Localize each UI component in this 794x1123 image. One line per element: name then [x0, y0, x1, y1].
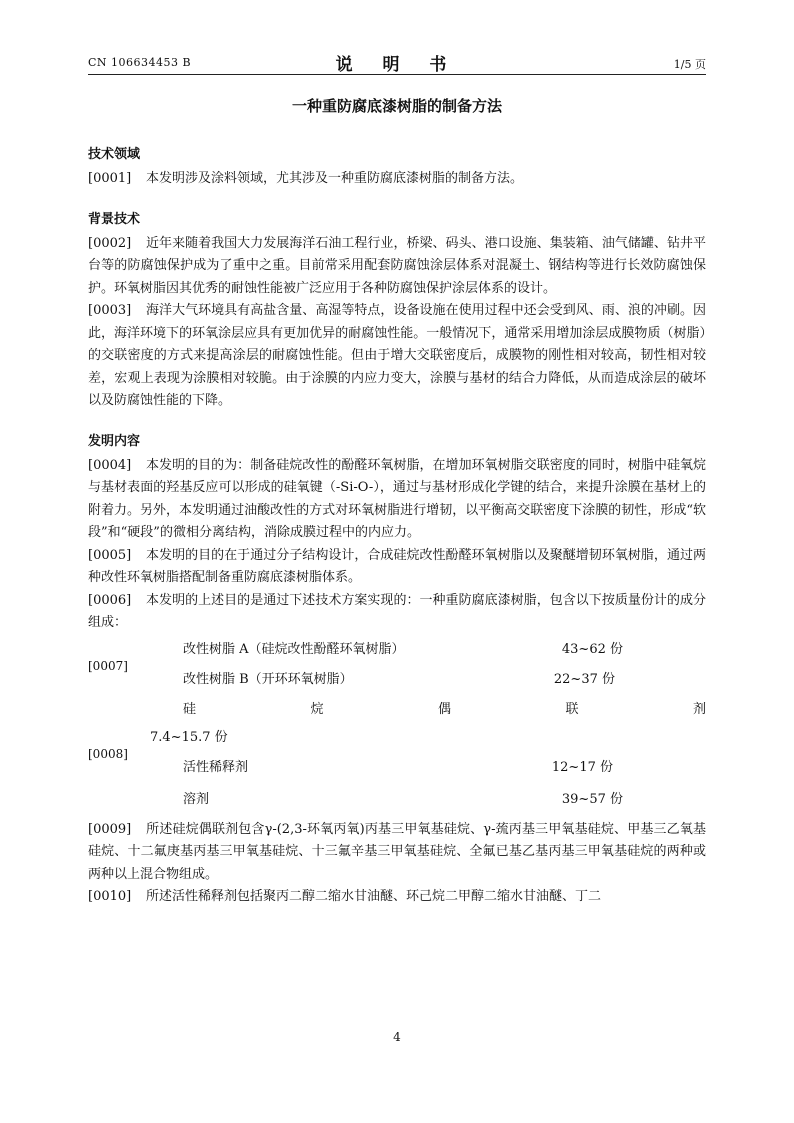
char: 烷: [310, 701, 324, 717]
char: 偶: [437, 701, 451, 717]
paragraph-text: 所述硅烷偶联剂包含γ-(2,3-环氧丙氧)丙基三甲氧基硅烷、γ-巯丙基三甲氧基硅烷、甲基三乙氧基硅烷、十二氟庚基丙基三甲氧基硅烷、十三氟辛基三甲氧基硅烷、全氟已基乙基丙基三甲氧基硅烷的两种或两种以上混合物组成。: [88, 821, 706, 882]
paragraph-number: [0007]: [88, 658, 128, 673]
paragraph-text: 本发明的上述目的是通过下述技术方案实现的：一种重防腐底漆树脂，包含以下按质量份计的成分组成：: [88, 592, 706, 630]
header-rule: [88, 74, 706, 75]
component-amount: 7.4~15.7 份: [150, 729, 228, 745]
component-name: 改性树脂 A（硅烷改性酚醛环氧树脂）: [183, 641, 405, 657]
component-amount: 43~62 份: [561, 641, 623, 657]
char: 剂: [692, 701, 706, 717]
component-amount: 22~37 份: [553, 671, 615, 687]
paragraph-number: [0010]: [88, 889, 132, 904]
paragraph-number: [0009]: [88, 821, 132, 837]
page-header: [88, 50, 706, 76]
section-heading-tech-field: 技术领域: [88, 147, 141, 162]
patent-number: CN 106634453 B: [88, 56, 192, 69]
paragraph-text: 所述活性稀释剂包括聚丙二醇二缩水甘油醚、环己烷二甲醇二缩水甘油醚、丁二: [146, 889, 602, 904]
paragraph-0004: [88, 455, 706, 545]
document-body: [88, 96, 706, 909]
composition-row-spread: [183, 699, 706, 722]
component-name: 溶剂: [183, 791, 210, 807]
composition-block-0007: [88, 635, 706, 699]
paragraph-0010: [88, 886, 706, 909]
paragraph-0009: [88, 819, 706, 887]
composition-row: [183, 669, 623, 692]
composition-row: [183, 639, 623, 662]
paragraph-text: 本发明的目的在于通过分子结构设计，合成硅烷改性酚醛环氧树脂以及聚醚增韧环氧树脂，通过两种改性环氧树脂搭配制备重防腐底漆树脂体系。: [88, 547, 706, 585]
paragraph-0003: [88, 300, 706, 413]
section-heading-background: 背景技术: [88, 211, 141, 227]
composition-row: [183, 789, 623, 812]
page-indicator: 1/5 页: [673, 58, 706, 71]
paragraph-text: 海洋大气环境具有高盐含量、高湿等特点，设备设施在使用过程中还会受到风、雨、浪的冲刷。因此，海洋环境下的环氧涂层应具有更加优异的耐腐蚀性能。一般情况下，通常采用增加涂层成膜物质（树脂）的交联密度的方式来提高涂层的耐腐蚀性能。但由于增大交联密度后，成膜物的刚性相对较高，韧性相对较差，宏观上表现为涂膜相对较脆。由于涂膜的内应力变大，涂膜与基材的结合力降低，从而造成涂层的破坏以及防腐蚀性能的下降。: [88, 303, 706, 408]
component-name: 改性树脂 B（开环环氧树脂）: [183, 671, 353, 687]
composition-block-0008: [88, 699, 706, 819]
char: 联: [565, 701, 579, 717]
paragraph-number: [0001]: [88, 171, 132, 186]
paragraph-0006: [88, 590, 706, 635]
page-number: 4: [393, 1030, 401, 1044]
section-heading-invention: 发明内容: [88, 433, 141, 449]
paragraph-number: [0002]: [88, 235, 132, 251]
paragraph-0005: [88, 545, 706, 590]
paragraph-number: [0005]: [88, 547, 132, 563]
paragraph-text: 近年来随着我国大力发展海洋石油工程行业，桥梁、码头、港口设施、集装箱、油气储罐、钻井平台等的防腐蚀保护成为了重中之重。目前常采用配套防腐蚀涂层体系对混凝土、钢结构等进行长效防腐蚀保护。环氧树脂因其优秀的耐蚀性能被广泛应用于各种防腐蚀保护涂层体系的设计。: [88, 235, 706, 296]
paragraph-number: [0008]: [88, 746, 128, 761]
component-amount: 12~17 份: [551, 759, 613, 775]
component-name: 活性稀释剂: [183, 759, 249, 775]
component-amount: 39~57 份: [561, 791, 623, 807]
paragraph-number: [0004]: [88, 457, 132, 473]
document-type: 说 明 书: [335, 55, 459, 75]
paragraph-number: [0006]: [88, 592, 132, 608]
paragraph-text: 本发明涉及涂料领域，尤其涉及一种重防腐底漆树脂的制备方法。: [146, 171, 524, 186]
paragraph-number: [0003]: [88, 303, 132, 318]
paragraph-0002: [88, 233, 706, 301]
paragraph-0001: [88, 168, 706, 191]
document-title: 一种重防腐底漆树脂的制备方法: [291, 97, 502, 115]
composition-row: [183, 757, 613, 780]
paragraph-text: 本发明的目的为：制备硅烷改性的酚醛环氧树脂，在增加环氧树脂交联密度的同时，树脂中硅氧烷与基材表面的羟基反应可以形成的硅氧键（-Si-O-），通过与基材形成化学键的结合，来提升涂膜在基材上的附着力。另外，本发明通过油酸改性的方式对环氧树脂进行增韧，以平衡高交联密度下涂膜的韧性，形成“软段”和“硬段”的微相分离结构，消除成膜过程中的内应力。: [88, 457, 706, 540]
char: 硅: [183, 701, 197, 717]
